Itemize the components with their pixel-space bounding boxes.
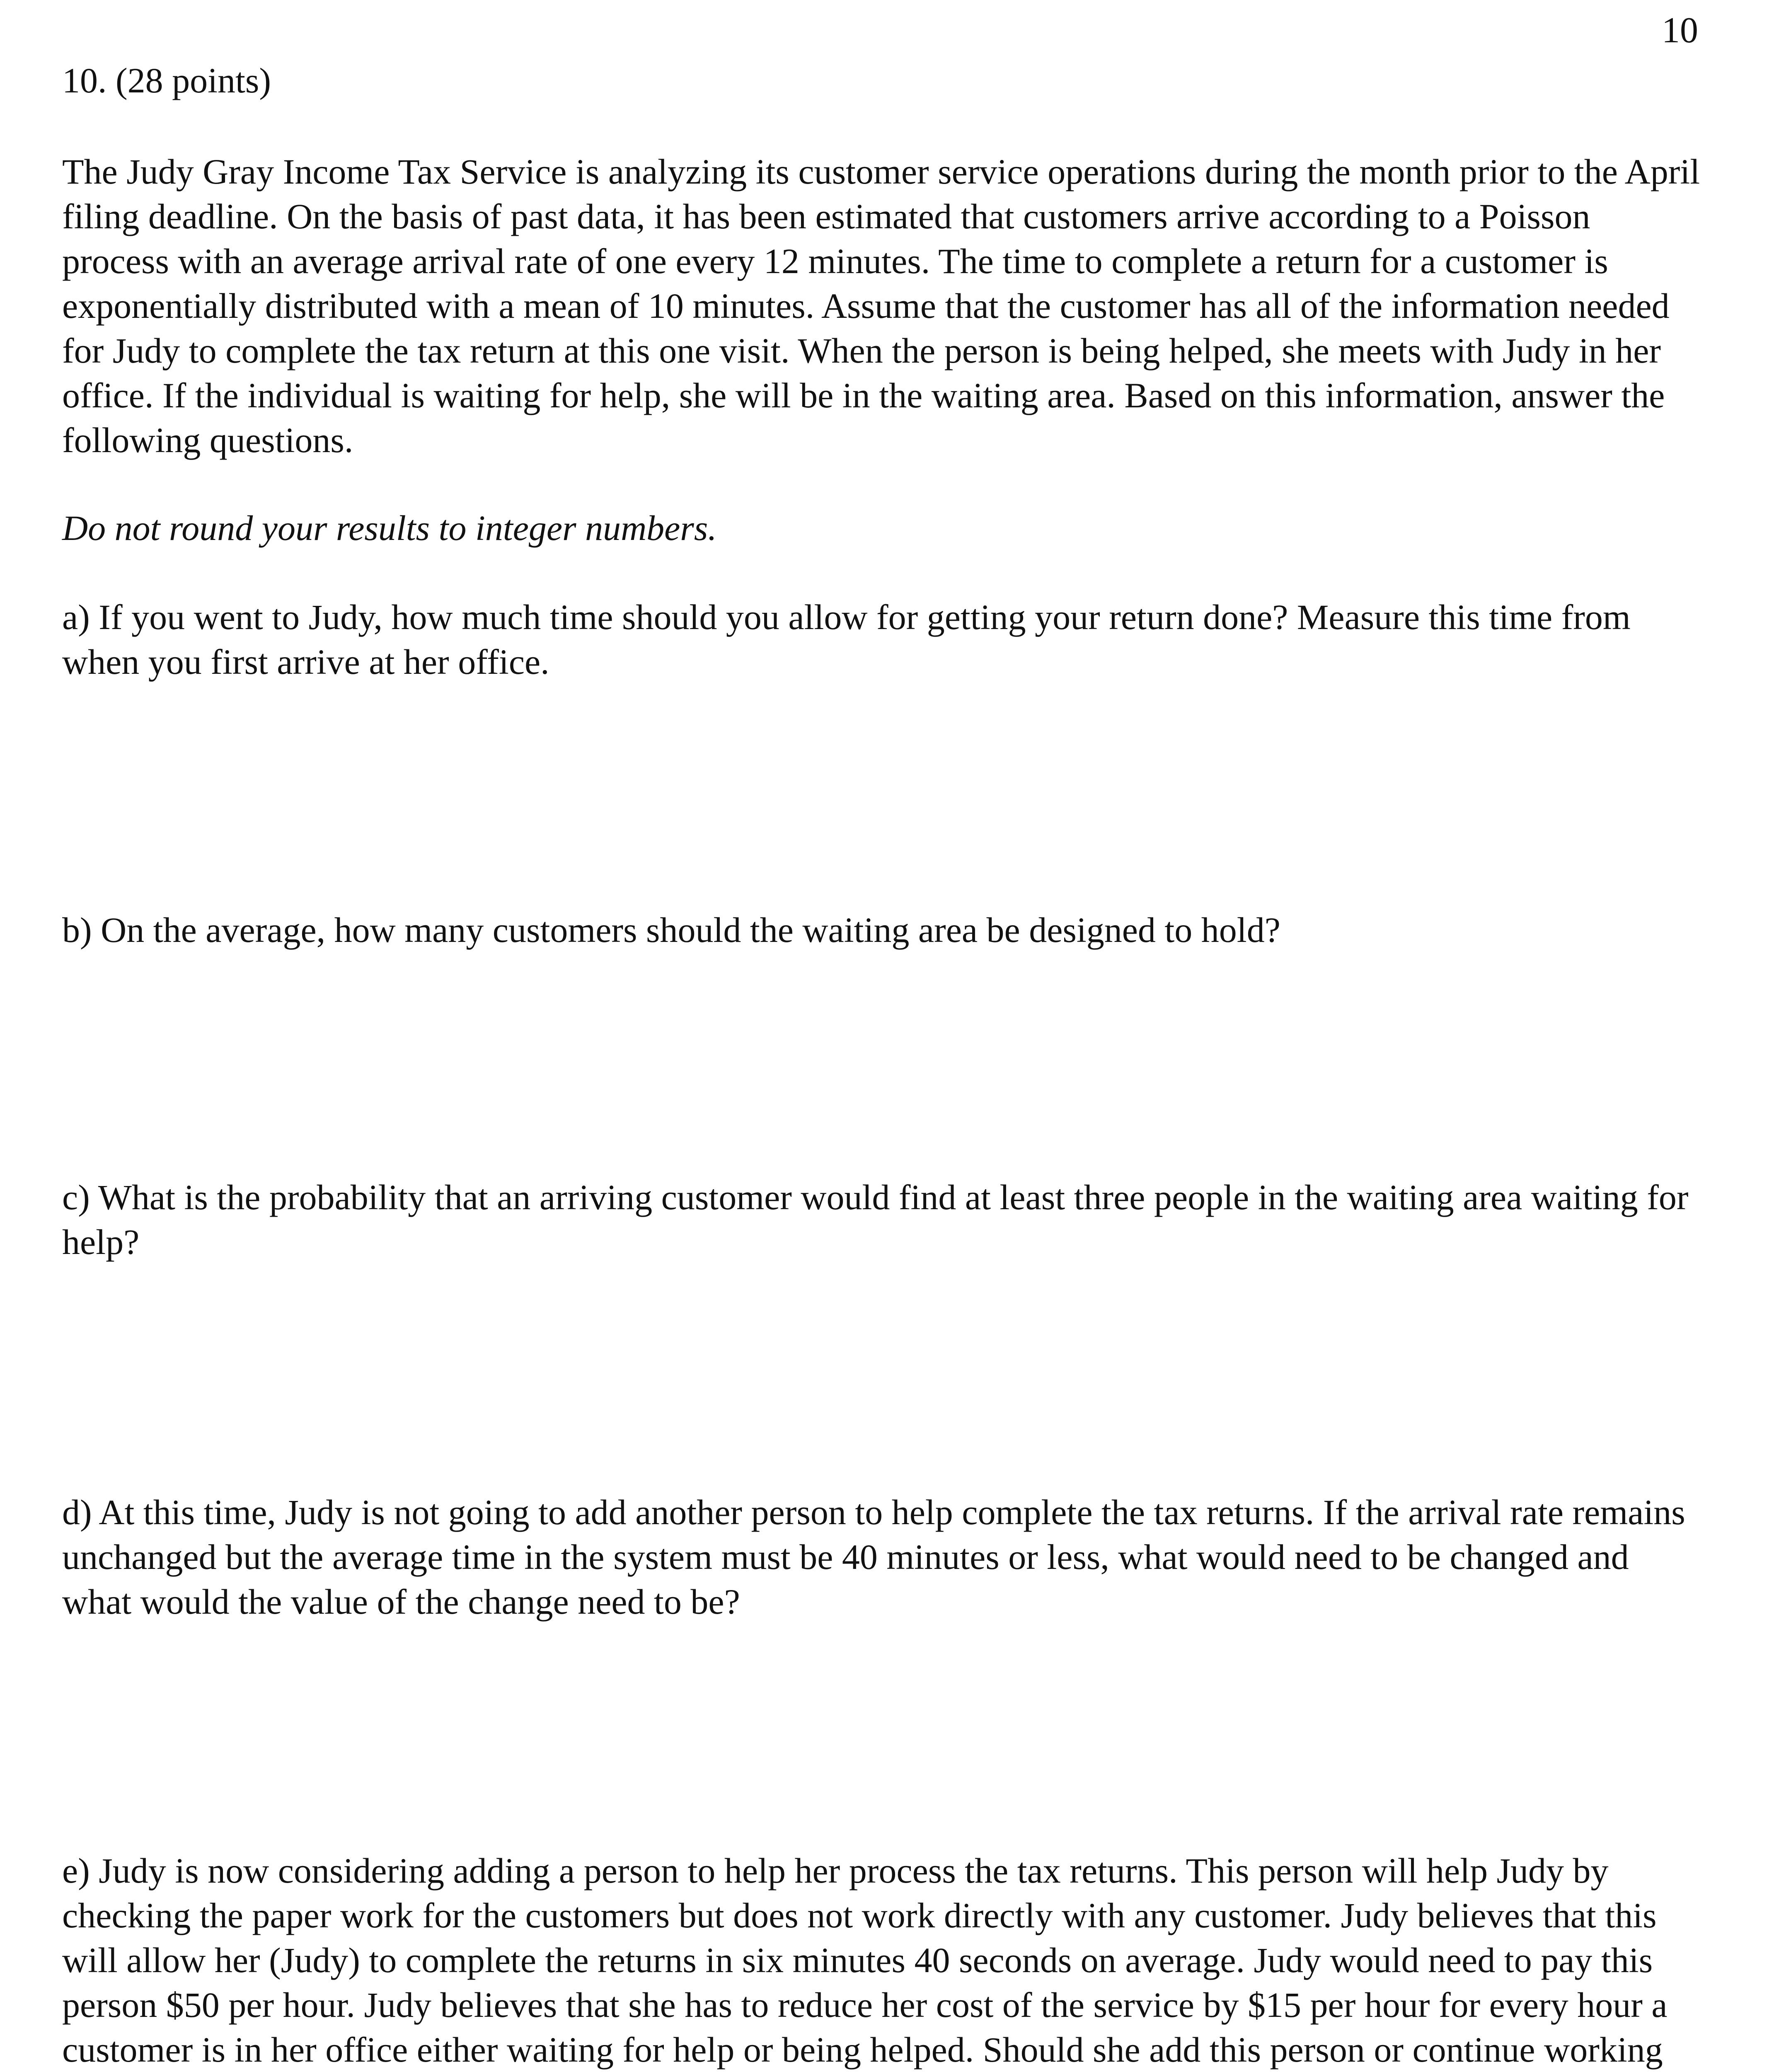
- question-b: b) On the average, how many customers should the waiting area be designed to hold?: [62, 910, 1280, 950]
- question-e: e) Judy is now considering adding a person to help her process the tax returns. This person will help Judy by checking the paper work for the customers but does not work directly with any customer. Judy believes that this will allow her (Judy) to complete the returns in six minutes 40 seconds on average. Judy would need to pay this person $50 per hour. Judy believes that she has to reduce her cost of the service by $15 per hour for every hour a customer is in her office either waiting for help or being helped. Should she add this person or continue working: [62, 1851, 1668, 2070]
- page-number: 10: [1662, 10, 1698, 51]
- rounding-instruction: Do not round your results to integer numbers.: [62, 508, 717, 548]
- problem-intro-paragraph: The Judy Gray Income Tax Service is analyzing its customer service operations during the month prior to the April filing deadline. On the basis of past data, it has been estimated that customers arrive according to a Poisson process with an average arrival rate of one every 12 minutes. The time to complete a return for a customer is exponentially distributed with a mean of 10 minutes. Assume that the customer has all of the information needed for Judy to complete the tax return at this one visit. When the person is being helped, she meets with Judy in her office. If the individual is waiting for help, she will be in the waiting area. Based on this information, answer the following questions.: [62, 152, 1700, 460]
- problem-heading: 10. (28 points): [62, 61, 271, 100]
- question-a: a) If you went to Judy, how much time should you allow for getting your return done? Measure this time from when you first arrive at her office.: [62, 597, 1631, 682]
- question-d: d) At this time, Judy is not going to add another person to help complete the tax returns. If the arrival rate remains unchanged but the average time in the system must be 40 minutes or less, what would need to be changed and what would the value of the change need to be?: [62, 1492, 1685, 1622]
- question-c: c) What is the probability that an arriving customer would find at least three people in the waiting area waiting for help?: [62, 1177, 1689, 1262]
